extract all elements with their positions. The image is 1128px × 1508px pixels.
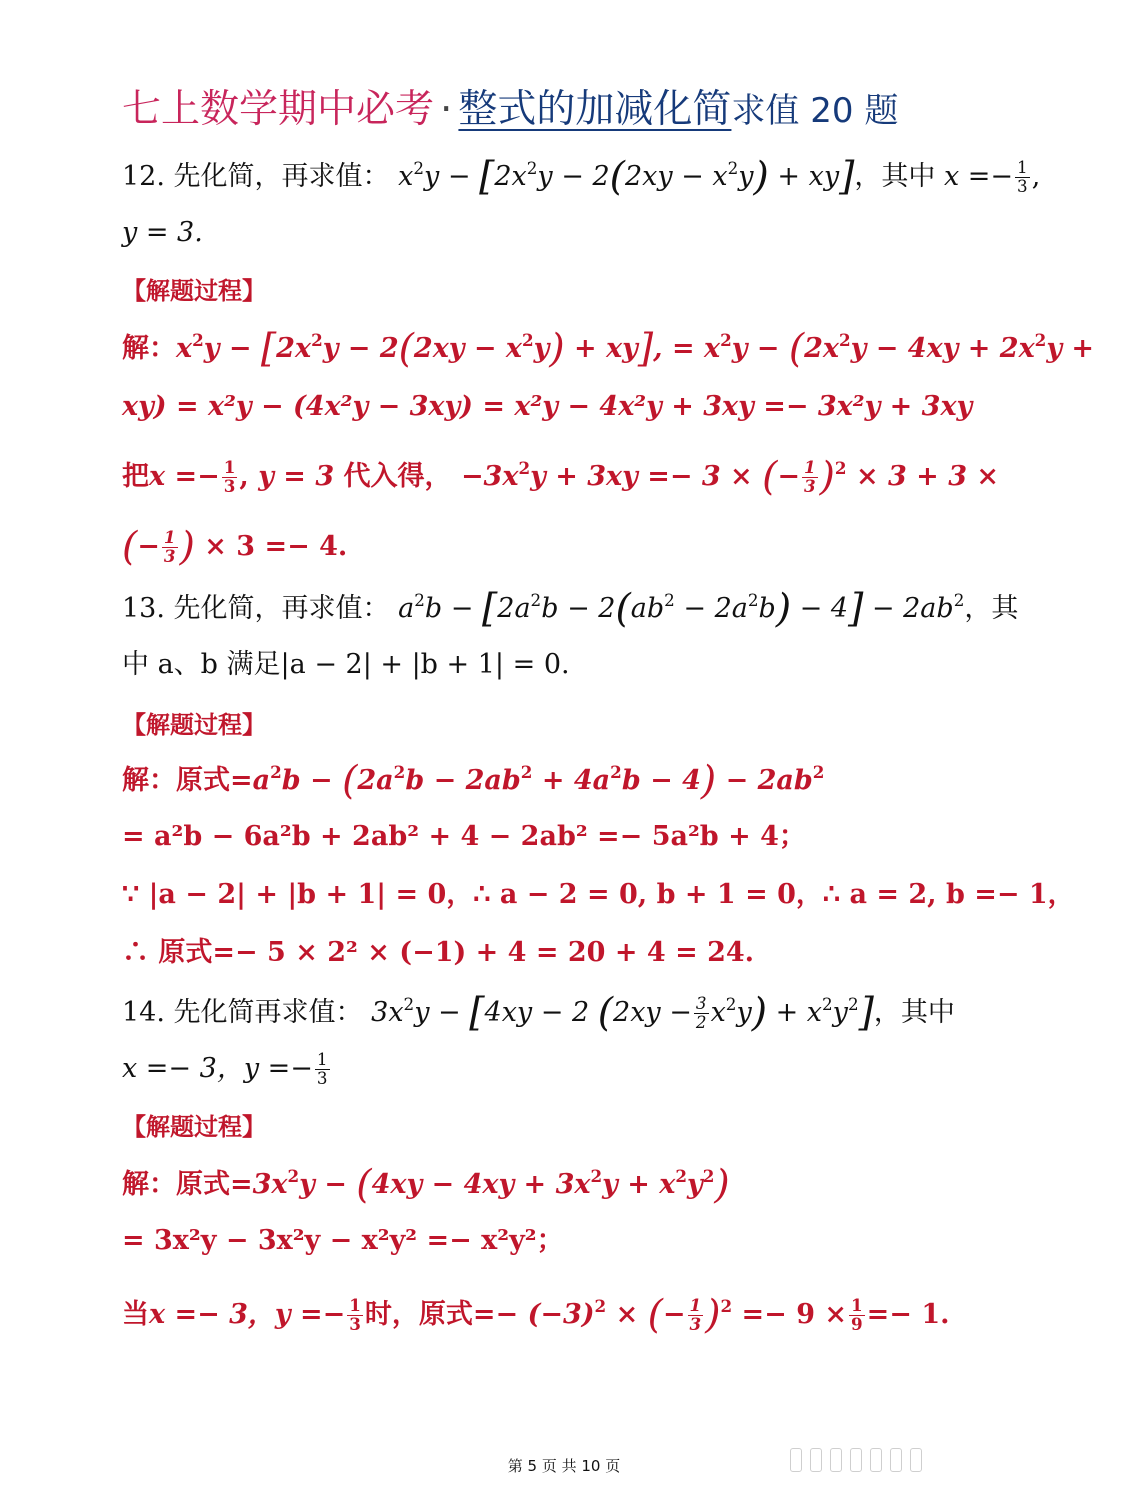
problem-14-statement [122, 992, 1022, 1035]
problem-12-condition-prefix: ，其中 [854, 161, 936, 192]
watermark-mark [910, 1448, 922, 1472]
problem-13-solution-line-2: = a²b − 6a²b + 2ab² + 4 − 2ab² =− 5a²b + 4； [122, 821, 806, 852]
problem-14-number: 14. [122, 997, 165, 1028]
problem-14-solution-line-1: 解：原式$=3x^2y - (4xy - 4xy + 3x^2y + x^2y^2)$ [122, 1162, 730, 1208]
page-footer: 第 5 页 共 10 页 [507, 1457, 621, 1475]
watermark [790, 1445, 1100, 1475]
problem-12-x-condition: x =− [943, 161, 1014, 192]
problem-13-expression: $a^2b - [2a^2b - 2(ab^2 - 2a^2b) - 4] - 2ab^2$ [398, 586, 965, 632]
problem-12-y-text: y = 3. [122, 217, 203, 248]
problem-12-instruction: 先化简，再求值： [173, 161, 390, 192]
problem-12-final-line: (− $\frac{1}{3}$ ) × 3 =− 4. [122, 524, 348, 570]
problem-12-solution-line-2 [122, 386, 1022, 428]
problem-12-substitution-line: 把x =− $\frac{1}{3}$ , y = 3 代入得， $-3x^2y + 3xy =- 3$ × (− $\frac{1}{3}$ )$^2$ × 3 + 3 × [122, 454, 1000, 500]
title-separator: · [440, 87, 453, 132]
problem-13-instruction: 先化简，再求值： [173, 593, 390, 624]
problem-14-solution-line-3: 当x =− 3，y =− $\frac{1}{3}$ 时，原式=− $(-3)^2$ × (− $\frac{1}{3}$ )$^2$ =− 9 × $\frac{1}{9}$ =− 1. [122, 1292, 950, 1338]
problem-12-sub-prefix: 把 [122, 461, 149, 492]
watermark-mark [830, 1448, 842, 1472]
problem-12-statement: 12. 先化简，再求值： $x^2y - [2x^2y - 2(2xy - x^2y) + xy]$，其中 x =− $\frac{1}{3}$ , [122, 154, 1041, 200]
problem-14-step3-final: =− 1. [866, 1299, 950, 1330]
problem-12-sub-text: 代入得， [343, 461, 452, 492]
problem-14-step3-end: =− 9 × [741, 1299, 848, 1330]
title-part-2: 整式的加减化简 [458, 87, 732, 132]
problem-13-solution-line-4: ∴ 原式=− 5 × 2² × (−1) + 4 = 20 + 4 = 24. [122, 937, 755, 968]
watermark-mark [850, 1448, 862, 1472]
title-part-3: 求值 20 题 [731, 91, 899, 131]
problem-14-tail: ，其中 [873, 997, 955, 1028]
problem-12-solution-line-1: 解：$x^2y - [2x^2y - 2(2xy - x^2y) + xy]$, = $x^2y - (2x^2y - 4xy + 2x^2y$ + [122, 326, 1095, 372]
problem-14-instruction: 先化简再求值： [173, 997, 363, 1028]
problem-12-solution-prefix: 解： [122, 333, 176, 364]
problem-12-number: 12. [122, 161, 165, 192]
problem-13-number: 13. [122, 593, 165, 624]
problem-13-solution-line-1: 解：原式$=a^2b - (2a^2b - 2ab^2 + 4a^2b - 4) - 2ab^2$ [122, 758, 825, 804]
solution-header-14: 【解题过程】 [122, 1113, 266, 1141]
problem-13-solution-line-3: ∵ |a − 2| + |b + 1| = 0，∴ a − 2 = 0, b + 1 = 0，∴ a = 2, b =− 1， [122, 879, 1075, 910]
problem-12-solution-line-2-text: xy) = x²y − (4x²y − 3xy) = x²y − 4x²y + 3xy =− 3x²y + 3xy [122, 391, 973, 422]
page-title [122, 78, 1022, 138]
problem-14-step3-prefix: 当 [122, 1299, 149, 1330]
problem-12-expression: $x^2y - [2x^2y - 2(2xy - x^2y) + xy]$ [398, 154, 855, 200]
fraction-one-third: $\frac{1}{3}$ [1017, 157, 1028, 196]
watermark-mark [790, 1448, 802, 1472]
problem-14-condition: x =− 3，y =− $\frac{1}{3}$ [122, 1049, 328, 1088]
problem-12-y-condition [122, 212, 1022, 254]
title-part-1: 七上数学期中必考 [122, 87, 435, 132]
watermark-mark [890, 1448, 902, 1472]
solution-header-13: 【解题过程】 [122, 711, 266, 739]
problem-13-statement: 13. 先化简，再求值： $a^2b - [2a^2b - 2(ab^2 - 2a^2b) - 4] - 2ab^2$，其 [122, 586, 1019, 632]
problem-14-expression: $3x^2y - [4xy - 2$ (2xy − $\frac{3}{2}$ $x^2y) + x^2y^2$] [371, 990, 874, 1036]
problem-14-step3-mid: 时，原式=− [364, 1299, 519, 1330]
problem-13-solution-prefix: 解：原式= [122, 765, 253, 796]
watermark-mark [810, 1448, 822, 1472]
solution-header-12: 【解题过程】 [122, 277, 266, 305]
problem-14-condition-text: x =− 3，y =− [122, 1053, 313, 1084]
watermark-mark [870, 1448, 882, 1472]
problem-14-solution-line-2: = 3x²y − 3x²y − x²y² =− x²y²； [122, 1225, 564, 1256]
problem-12-final-text: × 3 =− 4. [204, 531, 348, 562]
problem-13-condition: 中 a、b 满足|a − 2| + |b + 1| = 0. [122, 649, 570, 680]
problem-14-solution-prefix: 解：原式= [122, 1169, 253, 1200]
